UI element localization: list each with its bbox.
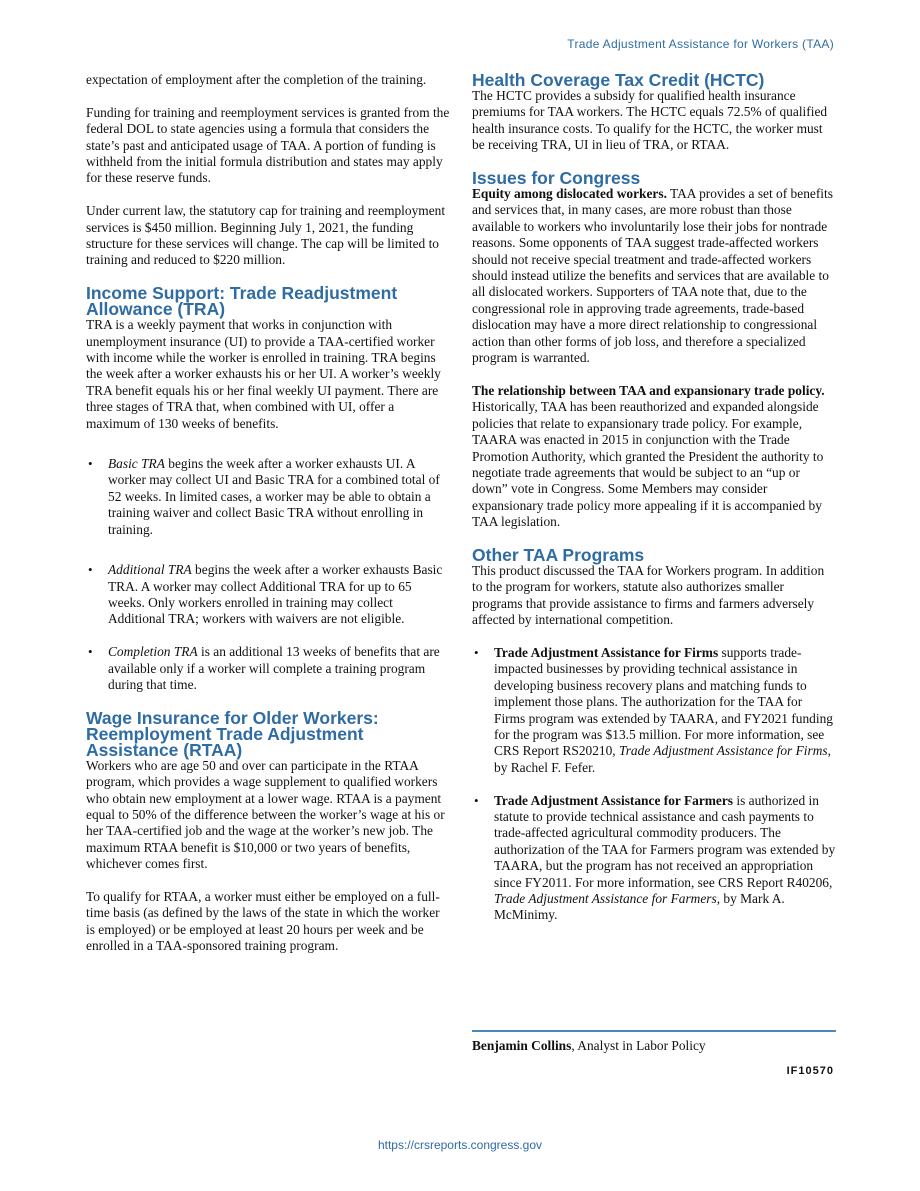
running-header: Trade Adjustment Assistance for Workers (TAA): [567, 37, 834, 51]
list-item-text: begins the week after a worker exhausts Basic TRA. A worker may collect Additional TRA for up to 65 weeks. Only workers enrolled in training may collect Additional TRA; workers with waivers are not eligible.: [108, 562, 443, 627]
report-author: , by Rachel F. Fefer.: [494, 743, 831, 775]
list-item: [472, 793, 836, 924]
paragraph: expectation of employment after the completion of the training.: [86, 72, 427, 87]
list-item: [86, 456, 450, 538]
list-item-term: Additional TRA: [108, 562, 192, 578]
list-item-term: Completion TRA: [108, 644, 198, 660]
paragraph: [472, 383, 836, 531]
paragraph-text: Historically, TAA has been reauthorized and expanded alongside policies that relate to expansionary trade policy. For example, TAARA was enacted in 2015 in conjunction with the Trade Promotion Authority, which granted the President the authority to negotiate trade agreements that would be subject to an “up or down” vote in Congress. Some Members may consider expansionary trade policy more appealing if it is accompanied by TAA legislation.: [472, 399, 824, 530]
run-in-heading: Equity among dislocated workers.: [472, 186, 667, 202]
report-title: Trade Adjustment Assistance for Firms: [619, 743, 828, 759]
section-heading-hctc: Health Coverage Tax Credit (HCTC): [472, 70, 765, 90]
list-item-term: Trade Adjustment Assistance for Farmers: [494, 792, 734, 808]
section-heading-issues: Issues for Congress: [472, 168, 641, 189]
list-item: [472, 645, 836, 776]
section-heading-other: Other TAA Programs: [472, 544, 645, 565]
list-item-text: supports trade-impacted businesses by providing technical assistance in developing business recovery plans and matching funds to implement those plans. The authorization for the TAA for Firms program was extended by TAARA, and FY2021 funding for the program was $13.5 million. For more information, see CRS Report RS20210,: [494, 644, 833, 759]
section-heading-tra: Income Support: Trade Readjustment Allowance (TRA): [86, 283, 398, 320]
paragraph: Under current law, the statutory cap for training and reemployment services is $450 million. Beginning July 1, 2021, the funding structure for these services will change. The cap will be limited to training and reduced to $220 million.: [86, 203, 446, 268]
paragraph: [472, 186, 836, 366]
left-column: [86, 72, 450, 971]
list-item-text: begins the week after a worker exhausts UI. A worker may collect UI and Basic TRA for a combined total of 52 weeks. In limited cases, a worker may be able to obtain a training waiver and collect Basic TRA without enrolling in training.: [108, 456, 440, 537]
paragraph: This product discussed the TAA for Workers program. In addition to the program for workers, statute also authorizes smaller programs that provide assistance to firms and farmers adversely affected by international competition.: [472, 562, 825, 628]
list-item: [86, 562, 450, 628]
report-title: Trade Adjustment Assistance for Farmers: [494, 891, 717, 907]
document-id: IF10570: [786, 1065, 834, 1077]
list-item-term: Trade Adjustment Assistance for Firms: [494, 644, 719, 660]
paragraph: To qualify for RTAA, a worker must either be employed on a full-time basis (as defined by the laws of the state in which the worker is employed) or be employed at least 20 hours per week and be enrolled in a TAA-sponsored training program.: [86, 888, 440, 954]
footer-url[interactable]: https://crsreports.congress.gov: [377, 1138, 543, 1152]
author-role: , Analyst in Labor Policy: [571, 1038, 706, 1053]
paragraph-text: TAA provides a set of benefits and services that, in many cases, are more robust than those available to workers who involuntarily lose their jobs for nontrade reasons. Some opponents of TAA suggest trade-affected workers should not receive special treatment and trade-affected workers should instead utilize the benefits and services that are available to all dislocated workers. Supporters of TAA note that, due to the congressional role in approving trade agreements, trade-based dislocation may have a more direct relationship to congressional action than other forms of job loss, and therefore a specialized program is warranted.: [472, 186, 833, 366]
right-column: [472, 72, 836, 940]
tra-stages-list: [86, 456, 450, 693]
section-heading-rtaa: Wage Insurance for Older Workers: Reemployment Trade Adjustment Assistance (RTAA): [86, 707, 379, 760]
list-item: [86, 644, 450, 693]
list-item-term: Basic TRA: [108, 456, 165, 472]
list-item-text: is authorized in statute to provide technical assistance and cash payments to trade-affected agricultural commodity producers. The authorization of the TAA for Farmers program was extended by TAARA, but the program has not received an appropriation since FY2011. For more information, see CRS Report R40206,: [494, 792, 836, 890]
paragraph: Funding for training and reemployment services is granted from the federal DOL to state agencies using a formula that considers the state’s past and anticipated usage of TAA. A portion of funding is withheld from the initial formula distribution and states may apply for these reserve funds.: [86, 104, 450, 186]
paragraph: The HCTC provides a subsidy for qualified health insurance premiums for TAA workers. The HCTC equals 72.5% of qualified health insurance costs. To qualify for the HCTC, the worker must be receiving TRA, UI in lieu of TRA, or RTAA.: [472, 88, 828, 153]
author-name: Benjamin Collins: [472, 1038, 572, 1053]
report-author: , by Mark A. McMinimy.: [494, 891, 785, 923]
paragraph: TRA is a weekly payment that works in conjunction with unemployment insurance (UI) to provide a TAA-certified worker with income while the worker is enrolled in training. TRA begins the week after a worker exhausts his or her UI. A worker’s weekly TRA benefit equals his or her final weekly UI payment. There are three stages of TRA that, when combined with UI, offer a maximum of 130 weeks of benefits.: [86, 317, 441, 431]
run-in-heading: The relationship between TAA and expansionary trade policy.: [472, 382, 825, 398]
paragraph: Workers who are age 50 and over can participate in the RTAA program, which provides a wage supplement to qualified workers who obtain new employment at a lower wage. RTAA is a payment equal to 50% of the difference between the worker’s wage at his or her TAA-certified job and the wage at the worker’s new job. The maximum RTAA benefit is $10,000 or two years of benefits, whichever comes first.: [86, 757, 445, 872]
author-signature: [472, 1030, 836, 1054]
other-programs-list: [472, 645, 836, 924]
list-item-text: is an additional 13 weeks of benefits that are available only if a worker will complete a training program during that time.: [108, 644, 440, 692]
